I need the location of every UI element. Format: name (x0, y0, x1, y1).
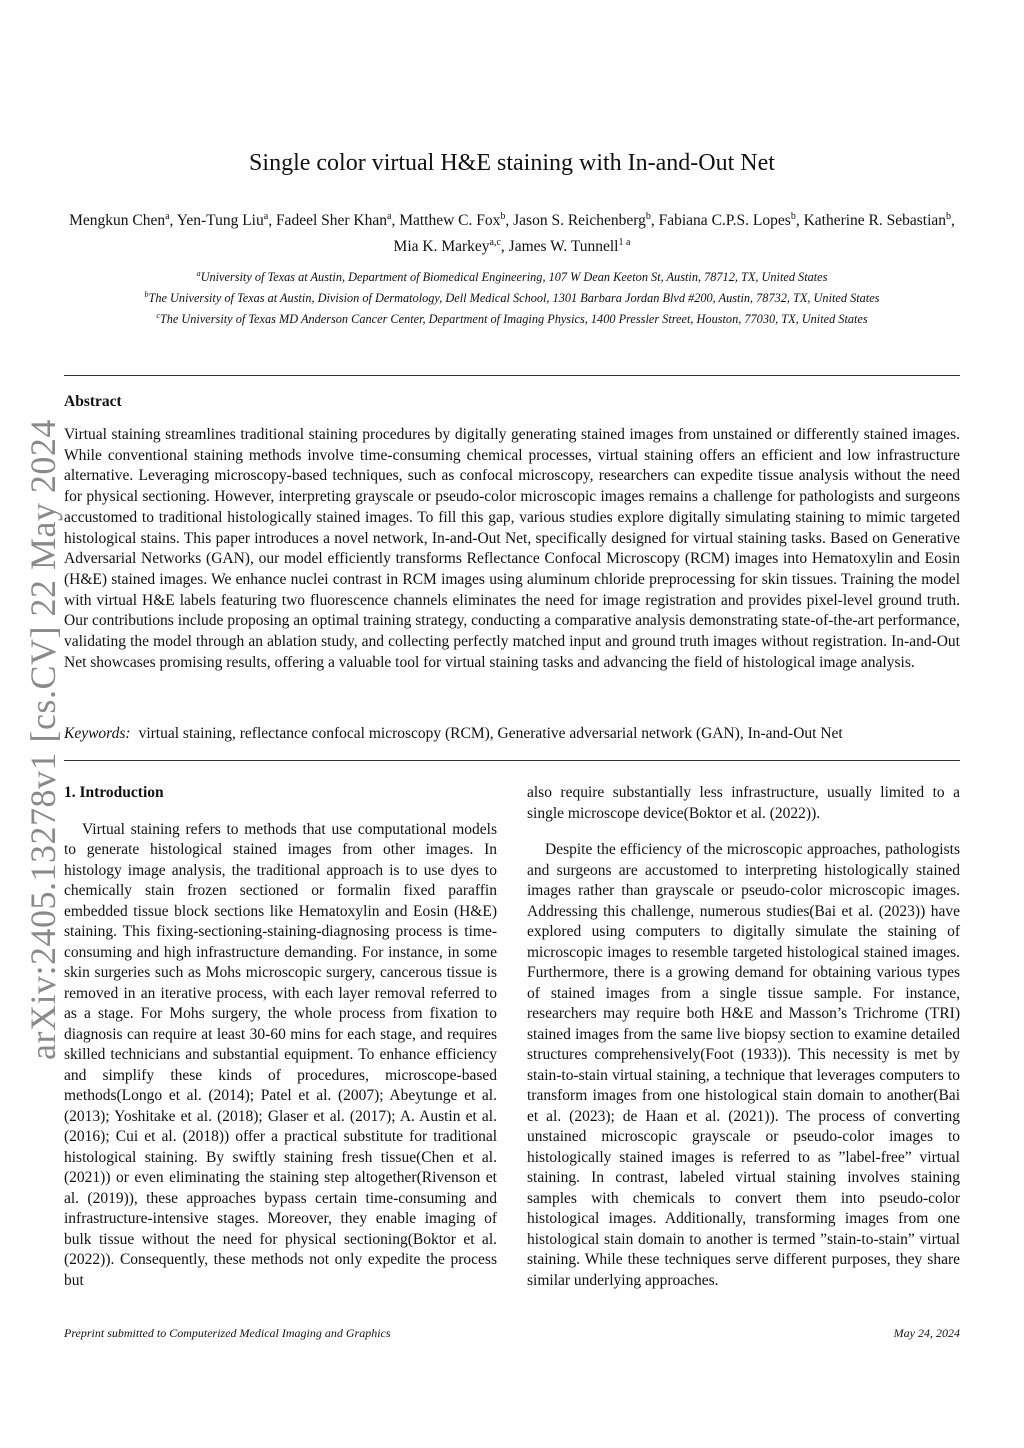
author (394, 238, 501, 255)
affiliation-mark: c (156, 311, 160, 321)
author-affiliation-mark: a,c (489, 237, 501, 249)
author-list: Mengkun Chen$^a$, Yen-Tung Liu$^a$, Fadeel Sher Khan$^a$, Matthew C. Fox$^b$, Jason S. Reichenberg$^b$, Fabiana C.P.S. Lopes$^b$, Katherine R. Sebastian$^b$, Mia K. Markey$^{a,c}$, James W. Tunnell$^{1 a}$ (69, 211, 955, 256)
intro-paragraph-2: Despite the efficiency of the microscopic approaches, pathologists and surgeons are accustomed to interpreting histologically stained images rather than grayscale or pseudo-color microscopic images. Addressing this challenge, numerous studies(Bai et al. (2023)) have explored using computers to digitally simulate the staining of microscopic images to resemble targeted histological stained images. Furthermore, there is a growing demand for obtaining various types of stained images from a single tissue sample. For instance, researchers may require both H&E and Masson’s Trichrome (TRI) stained images from the same live biopsy section to examine detailed structures comprehensively(Foot (1933)). This necessity is met by stain-to-stain virtual staining, a technique that leverages computers to transform images from one histological stain domain to another(Bai et al. (2023); de Haan et al. (2021)). The process of converting unstained microscopic grayscale or pseudo-color images to histologically stained images is referred to as ”label-free” virtual staining. In contrast, labeled virtual staining involves staining samples with chemicals to convert them into pseudo-color histological images. Additionally, transforming images from one histological stain domain to another is termed ”stain-to-stain” virtual staining. While these techniques serve different purposes, they share similar underlying approaches. (527, 841, 960, 1289)
author (177, 212, 268, 229)
affiliation-line (64, 307, 960, 328)
author-name: James W. Tunnell (508, 238, 619, 256)
paper-title: Single color virtual H&E staining with In-and-Out Net (249, 150, 775, 176)
author-name: Matthew C. Fox (399, 212, 501, 230)
author-name: Fabiana C.P.S. Lopes (658, 212, 791, 230)
author-name: Mia K. Markey (393, 238, 490, 256)
author-affiliation-mark: a (263, 211, 269, 222)
affiliation-mark: b (144, 290, 149, 300)
intro-paragraph-1: Virtual staining refers to methods that use computational models to generate histological stained images from other images. In histology image analysis, the traditional approach is to use dyes to chemically stain frozen sectioned or formalin fixed paraffin embedded tissue block sections like Hematoxylin and Eosin (H&E) staining. This fixing-sectioning-staining-diagnosing process is time-consuming and high infrastructure demanding. For instance, in some skin surgeries such as Mohs microscopic surgery, cancerous tissue is removed in an iterative process, with each layer removal referred to as a stage. For Mohs surgery, the whole process from fixation to diagnosis can require at least 30-60 mins for each stage, and requires skilled technicians and substantial equipment. To enhance efficiency and simplify these kinds of procedures, microscope-based methods(Longo et al. (2014); Patel et al. (2007); Abeytunge et al. (2013); Yoshitake et al. (2018); Glaser et al. (2017); A. Austin et al. (2016); Cui et al. (2018)) offer a practical substitute for traditional histological staining. By swiftly staining fresh tissue(Chen et al. (2021)) or even eliminating the staining step altogether(Rivenson et al. (2019)), these approaches bypass certain time-consuming and infrastructure-intensive stages. Moreover, they enable imaging of bulk tissue without the need for physical sectioning(Boktor et al. (2022)). Consequently, these methods not only expedite the process but (64, 820, 497, 1289)
author-name: Fadeel Sher Khan (275, 212, 387, 230)
bottom-divider (64, 760, 960, 761)
abstract-heading: Abstract (64, 393, 122, 410)
footer-journal: Preprint submitted to Computerized Medical Imaging and Graphics (64, 1326, 391, 1340)
author-affiliation-mark: a (165, 211, 170, 222)
author (509, 238, 631, 255)
affiliation-mark: a (196, 269, 201, 278)
author (399, 212, 505, 229)
author (513, 212, 651, 229)
keywords-text: virtual staining, reflectance confocal microscopy (RCM), Generative adversarial network (GAN), In-and-Out Net (138, 725, 843, 742)
keywords-label: Keywords: (64, 725, 131, 742)
author-affiliation-mark: b (645, 211, 651, 222)
left-column (64, 783, 497, 1291)
author-affiliation-mark: 1 a (618, 237, 631, 249)
intro-paragraph-1-continued: also require substantially less infrastructure, usually limited to a single microscope device(Boktor et al. (2022)). (527, 784, 960, 822)
affiliation-line (64, 265, 960, 286)
author (659, 212, 796, 229)
author (276, 212, 392, 229)
affiliation-text: The University of Texas at Austin, Division of Dermatology, Dell Medical School, 1301 Barbara Jordan Blvd #200, Austin, 78732, TX, United States (148, 291, 880, 306)
right-column (527, 783, 960, 1291)
author-affiliation-mark: a (387, 211, 392, 222)
author-affiliation-mark: b (946, 211, 952, 222)
affiliation-list (64, 265, 960, 328)
author-name: Katherine R. Sebastian (803, 212, 947, 230)
abstract-text: Virtual staining streamlines traditional staining procedures by digitally generating stained images from unstained or differently stained images. While conventional staining methods involve time-consuming chemical processes, virtual staining offers an efficient and low infrastructure alternative. Leveraging microscopy-based techniques, such as confocal microscopy, researchers can expedite tissue analysis without the need for physical sectioning. However, interpreting grayscale or pseudo-color microscopic images remains a challenge for pathologists and surgeons accustomed to traditional histologically stained images. To fill this gap, various studies explore digitally simulating staining to mimic targeted histological stains. This paper introduces a novel network, In-and-Out Net, specifically designed for virtual staining tasks. Based on Generative Adversarial Networks (GAN), our model efficiently transforms Reflectance Confocal Microscopy (RCM) images into Hematoxylin and Eosin (H&E) stained images. We enhance nuclei contrast in RCM images using aluminum chloride preprocessing for skin tissues. Training the model with virtual H&E labels featuring two fluorescence channels eliminates the need for image registration and provides pixel-level ground truth. Our contributions include proposing an optimal training strategy, conducting a comparative analysis demonstrating state-of-the-art performance, validating the model through an ablation study, and collecting perfectly matched input and ground truth images without registration. In-and-Out Net showcases promising results, offering a valuable tool for virtual staining tasks and advancing the field of histological image analysis. (64, 426, 960, 671)
section-heading-introduction: 1. Introduction (64, 784, 164, 801)
affiliation-text: The University of Texas MD Anderson Cancer Center, Department of Imaging Physics, 1400 Pressler Street, Houston, 77030, TX, United States (159, 312, 868, 327)
author (804, 212, 951, 229)
affiliation-text: University of Texas at Austin, Department of Biomedical Engineering, 107 W Dean Keeton St, Austin, 78712, TX, United States (200, 270, 828, 285)
author-name: Mengkun Chen (69, 212, 166, 230)
author-name: Yen-Tung Liu (176, 212, 264, 230)
footer-date: May 24, 2024 (893, 1326, 960, 1340)
top-divider (64, 375, 960, 376)
arxiv-identifier[interactable]: arXiv:2405.13278v1 [cs.CV] 22 May 2024 (23, 419, 63, 1060)
author-name: Jason S. Reichenberg (513, 212, 646, 230)
author (69, 212, 169, 229)
author-affiliation-mark: b (500, 211, 506, 222)
affiliation-line (64, 286, 960, 307)
keywords (64, 724, 960, 744)
author-affiliation-mark: b (790, 211, 796, 222)
